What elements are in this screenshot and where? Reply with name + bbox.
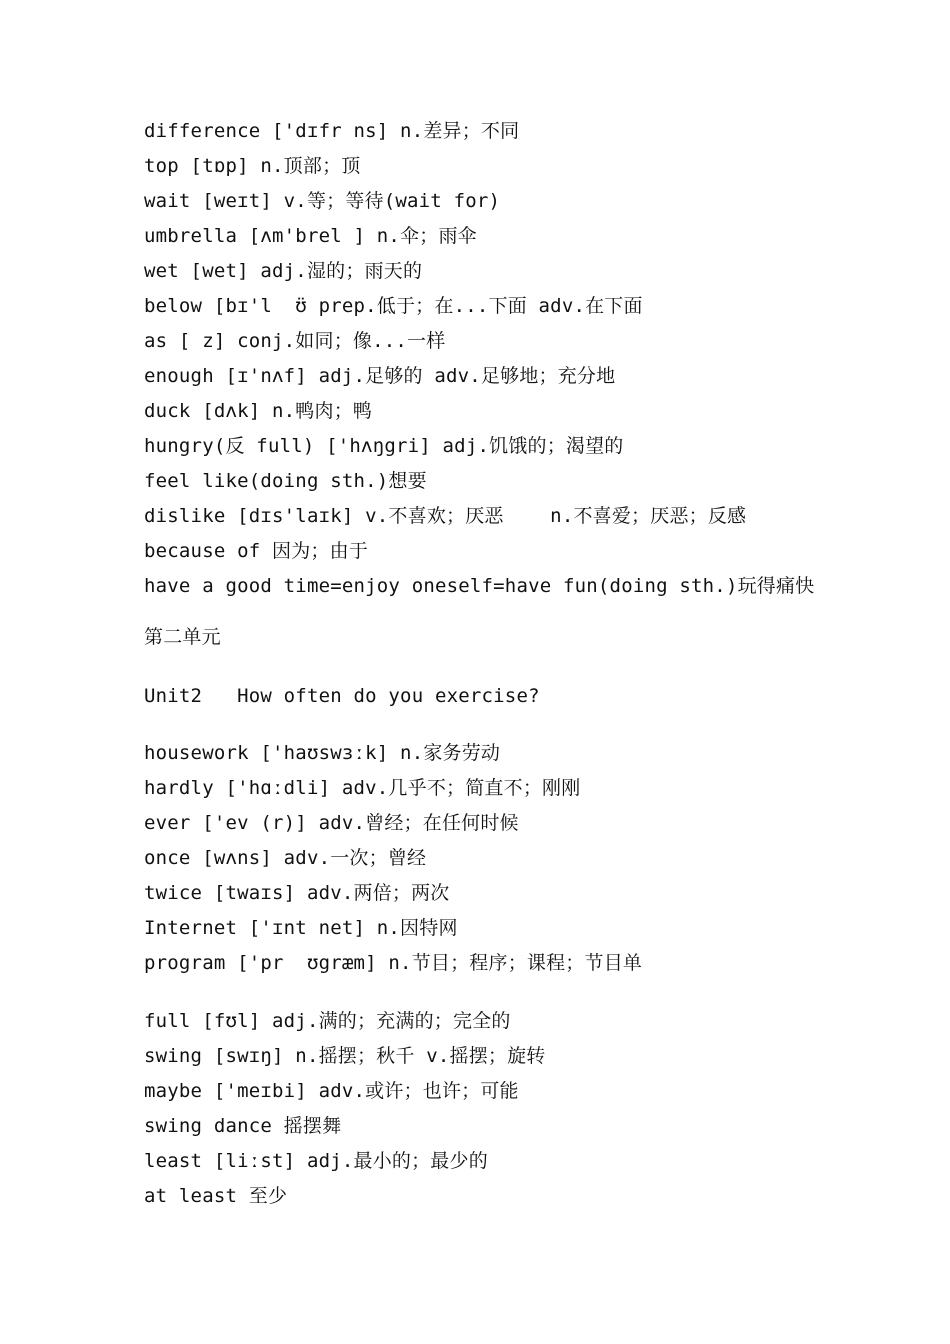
vocab-entry-have-a-good-time: have a good time=enjoy oneself=have fun(doing sth.)玩得痛快 [144,575,815,597]
vocab-entry-below: below [bɪ'l ʊ̈ prep.低于；在...下面 adv.在下面 [144,295,643,317]
vocab-entry-once: once [wʌns] adv.一次；曾经 [144,847,427,869]
vocab-entry-swing: swing [swɪŋ] n.摇摆；秋千 v.摇摆；旋转 [144,1045,546,1067]
vocab-entry-hungry: hungry(反 full) ['hʌŋgri] adj.饥饿的；渴望的 [144,435,624,457]
vocab-entry-housework: housework ['haʊswɜːk] n.家务劳动 [144,742,501,764]
vocab-entry-ever: ever ['ev (r)] adv.曾经；在任何时候 [144,812,519,834]
vocab-entry-least: least [liːst] adj.最小的；最少的 [144,1150,488,1172]
vocab-entry-enough: enough [ɪ'nʌf] adj.足够的 adv.足够地；充分地 [144,365,616,387]
vocab-entry-duck: duck [dʌk] n.鸭肉；鸭 [144,400,373,422]
vocab-entry-hardly: hardly ['hɑːdli] adv.几乎不；简直不；刚刚 [144,777,581,799]
vocab-entry-wet: wet [wet] adj.湿的；雨天的 [144,260,423,282]
vocab-entry-twice: twice [twaɪs] adv.两倍；两次 [144,882,450,904]
section-heading: 第二单元 [144,626,221,648]
vocab-entry-maybe: maybe ['meɪbi] adv.或许；也许；可能 [144,1080,519,1102]
vocab-entry-feel-like: feel like(doing sth.)想要 [144,470,427,492]
vocab-entry-swing-dance: swing dance 摇摆舞 [144,1115,342,1137]
vocab-entry-umbrella: umbrella [ʌm'brel ] n.伞；雨伞 [144,225,477,247]
vocab-entry-difference: difference ['dɪfr ns] n.差异；不同 [144,120,520,142]
vocab-entry-as: as [ z] conj.如同；像...一样 [144,330,446,352]
vocab-entry-at-least: at least 至少 [144,1185,288,1207]
vocab-entry-dislike: dislike [dɪs'laɪk] v.不喜欢；厌恶 n.不喜爱；厌恶；反感 [144,505,747,527]
vocab-entry-wait: wait [weɪt] v.等；等待(wait for) [144,190,501,212]
vocab-entry-top: top [tɒp] n.顶部；顶 [144,155,361,177]
vocab-entry-program: program ['pr ʊgræm] n.节目；程序；课程；节目单 [144,952,643,974]
vocab-entry-because-of: because of 因为；由于 [144,540,369,562]
unit-title: Unit2 How often do you exercise? [144,685,540,707]
vocab-entry-full: full [fʊl] adj.满的；充满的；完全的 [144,1010,511,1032]
vocab-entry-internet: Internet ['ɪnt net] n.因特网 [144,917,458,939]
